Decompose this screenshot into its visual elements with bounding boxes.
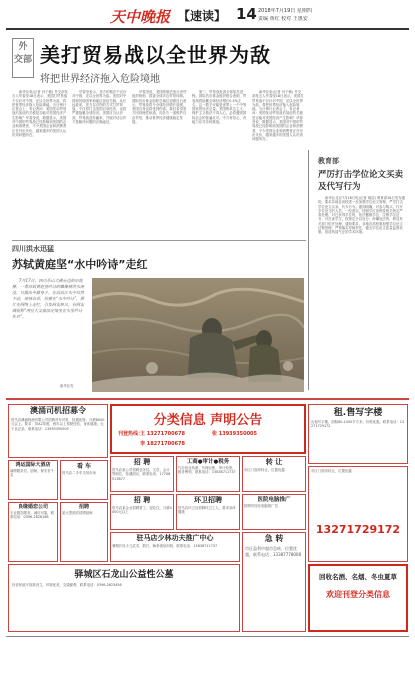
- ad-recruit-2-title: 招 聘: [133, 496, 151, 504]
- ad-kungfu-title: 驻马店少林功夫推广中心: [136, 534, 214, 542]
- ad-transfer-body: 市区门面房转让，位置优越: [244, 468, 285, 472]
- feature-section: 四川洪水迅猛: [12, 245, 54, 253]
- right-phone: 13271729172: [315, 523, 401, 536]
- lead-body-col-3: 华春莹说，美国的做法违反世贸组织规则，损害全球多边贸易体制。国际货币基金组织总裁拉加德近日表示，贸易战将令全球经济增长放缓，美国自身也将受到伤害。我们希望美方回到理性轨道，同各方一道维护自由贸易，推动世界经济健康稳定发展。: [132, 90, 187, 125]
- flood-statue-photo-svg: [92, 278, 304, 392]
- lead-body-col-4: 第三，贸易战危害全球复苏进程。国际货币基金组织报告表明，贸易战将拖累全球经济增长0.5%左右。这一数字可能是世界上一个中等国家的经济总量。美国的单边主义、保护主义做法不得人心，必将遭到国际社会的普遍反对。中方有信心、有能力应对各种挑战。: [192, 90, 247, 125]
- hotline-1: 王 13271700678: [140, 431, 186, 437]
- ad-hospital-body: 招聘有经验电脑推广员: [244, 504, 278, 508]
- ad-right-mid: [308, 466, 408, 562]
- lead-body-col-5: 新华社电(记者 闫子敏) 外交部发言人华春莹18日表示，美国打贸易战不仅针对中国，还以全世界为敌，将把世界经济拖入危险境地。当日例行记者会上，有记者问：美国发动贸易战后加征的关税是否能对美国经济产生影响？华春莹说，数据显示，美国对中国的贸易战已经影响到美国的企业和消费者，不少美国企业和消费者正在付出代价，越来越多的美国人认识到问题所在。: [252, 90, 304, 142]
- ad-hospital: [242, 494, 306, 530]
- ad-match-body: 专业婚恋服务，诚信可靠，联系电话：0396-2828188: [10, 511, 55, 520]
- ad-hotel: [8, 460, 58, 500]
- ad-sanitation-body: 驻马店环卫处招聘环卫工人，要求身体健康: [178, 506, 236, 515]
- feature-body: 7月17日，四川乐山大佛旁边的东坡楼，一尊苏轼黄庭坚吟诗的雕像被洪水淹没，只露出半截身子，在滔滔江水中岿然不动，神情自若，仿佛在“水中吟诗”，照片在网络上走红，引发网友热议。有网友调侃称“两位大文豪淡定地坐在水里吟诗作对”。: [12, 278, 85, 319]
- ad-urgent-body: 市区盈利中超市急转，位置优越，联系电话：13387778008: [245, 546, 301, 557]
- ad-office-rent: [308, 404, 408, 464]
- ad-cemetery-title: 驿城区石龙山公益性公墓: [74, 570, 174, 580]
- classified-top-rule: [6, 398, 409, 400]
- lead-kicker: [12, 38, 34, 78]
- feature-headline: 苏轼黄庭坚“水中吟诗”走红: [12, 258, 148, 271]
- feature-rule: [12, 240, 306, 241]
- ad-transfer-title: 转 让: [265, 458, 283, 466]
- ad-sanitation-title: 环卫招聘: [194, 496, 222, 504]
- ad-urgent: [242, 532, 306, 632]
- ad-hire-title: 招聘: [78, 504, 89, 510]
- lead-subheadline: 将把世界经济拖入危险境地: [40, 74, 160, 85]
- ad-transfer: [242, 456, 306, 492]
- lead-body-col-2: 华春莹表示，美方的做法不仅针对中国，还以全世界为敌。美国对中国和其他国家和地区加征关税，从长远看来，美方以自伤的方式打贸易战，不仅将打击美国自身经济，也将严重拖累全球经济。美国应当认识到，贸易战没有赢家，开展对话合作才是解决问题的正确途径。: [72, 90, 127, 125]
- ad-tax-body: 代办营业执照、代理记账、审计验资、税务筹划，联系电话：15838711737: [178, 466, 236, 475]
- feature-byline: 新华社发: [60, 384, 74, 388]
- ad-cemetery-body: 经省民政厅批准设立，环境优美，交通便利，联系电话：0396-2623456: [12, 583, 122, 587]
- classified-header: [110, 404, 306, 454]
- ad-driver: [8, 404, 108, 458]
- editor-line: 责编 黄红 校对 王惠安: [258, 16, 308, 22]
- side-body: 新华社北京7月18日电(记者 胡浩) 教育部18日发布通知，要求各地各高校进一步加强学位论文管理，严厉打击学位论文买卖、代写行为。通知明确，对参与购买、代写学位论文的人员，一经查实，按照学位条例及相关规定严肃处理。对已获得学位的，依法撤销学位，注销学位证书；对在读学生，按规定予以处分；涉嫌违法的，移送有关部门依法处理。通知要求，各地各高校要加强学位论文过程管理，严格落实导师责任，健全学位论文质量监督机制，营造风清气正的学术环境。: [318, 196, 406, 235]
- ad-recruit-2: [110, 494, 174, 530]
- ad-kungfu-body: 暑期开设少儿武术、散打、跆拳道培训班，联系电话：15838711737: [112, 544, 218, 548]
- ad-tax-title: 工商●审计●税务: [186, 459, 230, 465]
- page-bottom-rule: [6, 636, 409, 637]
- ad-recruit-1-body: 驻马店某公司招聘业务员、文员、会计等职位，待遇面议，联系电话：17706513877: [112, 468, 171, 481]
- side-section: 教育部: [318, 157, 339, 165]
- lead-headline: 美打贸易战以全世界为敌: [40, 43, 271, 67]
- ad-recruit-2-body: 驻马店某企业招聘普工，包吃住，月薪4000元以上: [112, 506, 172, 515]
- office-rent-body: 出租写字楼，面积80-1000平方米，价格优惠。联系电话：13271729172: [311, 420, 405, 429]
- kicker-line-1: 外: [18, 42, 28, 52]
- liquor-footer: 欢迎刊登分类信息: [326, 590, 390, 599]
- side-headline-1: 严厉打击学位论文买卖: [318, 170, 404, 180]
- ad-recruit-1: [110, 456, 174, 492]
- ad-kungfu: [110, 532, 240, 562]
- hotline-2: 张 13939350005: [212, 431, 258, 437]
- ad-hospital-title: 医院电脑推广: [257, 497, 291, 503]
- section-label: 【速读】: [178, 9, 227, 23]
- ad-cemetery: [8, 564, 240, 632]
- ad-car-body: 驻马店二手车交易市场: [62, 471, 96, 475]
- ad-hire-body: 某大型酒店招聘厨师: [62, 511, 93, 515]
- ad-car: [60, 460, 108, 500]
- lead-body-col-1: 新华社电(记者 闫子敏) 外交部发言人华春莹18日表示，美国打贸易战不仅针对中国，还以全世界为敌，将把世界经济拖入危险境地。当日例行记者会上，有记者问：美国发动贸易战后加征的关税是否能对美国经济产生影响？华春莹说，数据显示，美国对中国的贸易战已经影响到美国的企业和消费者，不少美国企业和消费者正在付出代价，越来越多的美国人认识到问题所在。: [12, 90, 68, 137]
- kicker-line-2: 交部: [13, 55, 32, 65]
- liquor-title: 回收名酒、名烟、冬虫夏草: [319, 573, 397, 581]
- right-mid-body: 市区门面房转让，位置优越: [311, 469, 352, 473]
- ad-driver-body: 驻马店澳涌物流有限公司招聘货车司机，待遇优厚，月薪8000元以上。要求：持A2驾照，两年以上驾驶经验，身体健康，无不良记录。联系电话：13939350005: [11, 418, 105, 431]
- ad-matchmaking-2: [60, 502, 108, 562]
- ad-liquor: [308, 564, 408, 632]
- ad-tax: [176, 456, 240, 492]
- ad-car-title: 看 车: [76, 463, 92, 470]
- masthead-rule: [6, 28, 409, 30]
- hotline-label: 刊登热线：: [118, 431, 144, 437]
- side-headline-2: 及代写行为: [318, 182, 361, 192]
- ad-driver-title: 澳涌司机招募令: [30, 406, 86, 415]
- side-divider: [308, 150, 309, 390]
- ad-recruit-1-title: 招 聘: [133, 458, 151, 466]
- office-rent-title: 租.售写字楼: [333, 408, 383, 418]
- ad-match-title: 良缘婚恋公司: [17, 504, 48, 510]
- ad-matchmaking: [8, 502, 58, 562]
- page-number: 14: [236, 5, 257, 23]
- newspaper-logo-icon: 天中晚报: [110, 8, 171, 26]
- classified-title: 分类信息 声明公告: [153, 413, 263, 428]
- masthead: [0, 0, 415, 30]
- hotline-3: 李 18271700678: [140, 441, 186, 447]
- flood-statue-photo: [92, 278, 304, 392]
- ad-hotel-title: 鸿运国际大酒店: [15, 462, 51, 468]
- ad-sanitation: [176, 494, 240, 530]
- date-line: 2018年7月19日 星期四: [258, 8, 312, 14]
- ad-hotel-body: 诚聘服务员、厨师、保安若干名: [10, 469, 55, 478]
- ad-urgent-title: 急 转: [264, 534, 284, 543]
